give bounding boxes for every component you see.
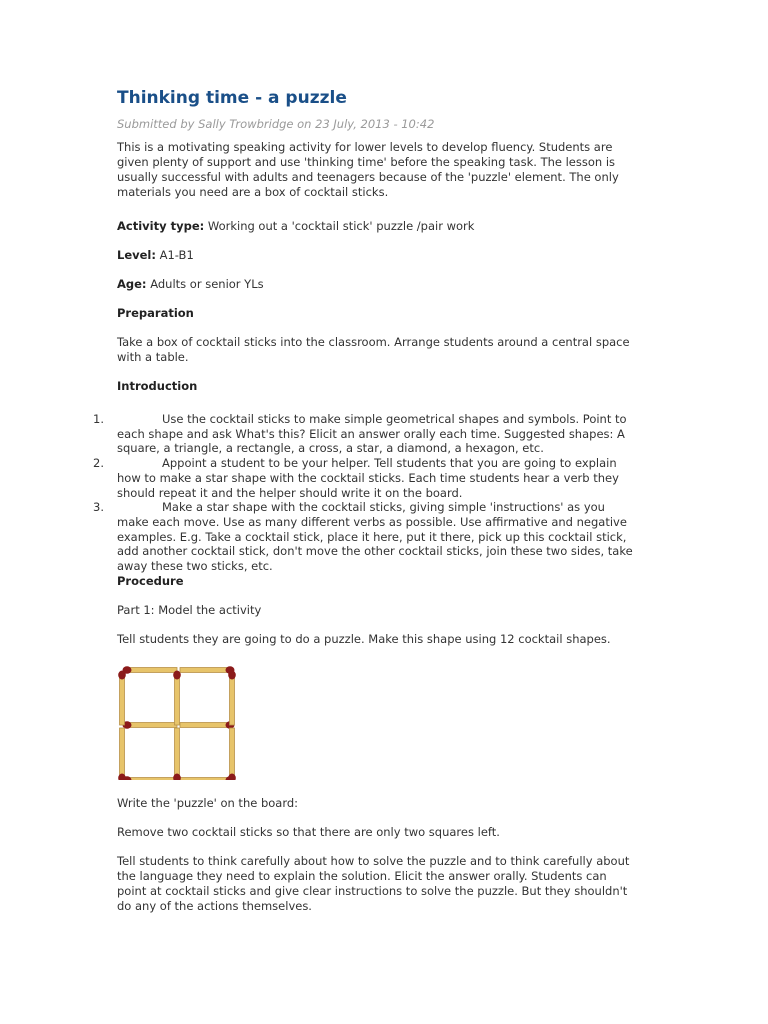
age-value: Adults or senior YLs bbox=[150, 277, 264, 291]
matchstick bbox=[180, 666, 235, 674]
intro-paragraph: This is a motivating speaking activity for lower levels to develop fluency. Students are given plenty of support and use 'thinking time' before the speaking task. The lesson is usually successful with adults and teenagers because of the 'puzzle' element. The only materials you need are a box of cocktail sticks. bbox=[117, 140, 619, 199]
matchstick bbox=[118, 728, 126, 780]
part1-title: Part 1: Model the activity bbox=[117, 603, 262, 617]
activity-type-label: Activity type: bbox=[117, 219, 205, 233]
list-item bbox=[0, 412, 637, 456]
think-paragraph: Tell students to think carefully about how to solve the puzzle and to think carefully about the language they need to explain the solution. Elicit the answer orally. Students can point at cocktail sticks and give clear instructions to solve the puzzle. But they shouldn't do any of the actions themselves. bbox=[117, 854, 630, 913]
puzzle-statement: Remove two cocktail sticks so that there are only two squares left. bbox=[117, 825, 500, 839]
preparation-text: Take a box of cocktail sticks into the classroom. Arrange students around a central space with a table. bbox=[117, 335, 630, 364]
matchstick bbox=[180, 721, 235, 729]
list-item bbox=[0, 456, 637, 500]
list-item-number: 1. bbox=[93, 412, 104, 426]
age-line bbox=[117, 277, 637, 292]
matchstick bbox=[123, 666, 178, 674]
matchstick bbox=[173, 728, 181, 780]
list-item-number: 2. bbox=[93, 456, 104, 471]
matchstick bbox=[228, 728, 236, 780]
submitted-by: Submitted by Sally Trowbridge on 23 July, 2013 - 10:42 bbox=[117, 117, 435, 131]
matchstick bbox=[123, 776, 178, 780]
list-item-number: 3. bbox=[93, 500, 104, 515]
list-item bbox=[0, 500, 637, 574]
page-title: Thinking time - a puzzle bbox=[117, 88, 347, 108]
activity-type-value: Working out a 'cocktail stick' puzzle /pair work bbox=[207, 219, 475, 233]
list-item-text: Appoint a student to be your helper. Tell students that you are going to explain how to make a star shape with the cocktail sticks. Each time students hear a verb they should repeat it and the helper should write it on the board. bbox=[117, 456, 619, 500]
matchstick bbox=[173, 671, 181, 726]
level-label: Level: bbox=[117, 248, 156, 262]
introduction-list bbox=[0, 412, 768, 574]
preparation-heading: Preparation bbox=[117, 306, 194, 320]
activity-type-line bbox=[117, 219, 637, 234]
level-line bbox=[117, 248, 637, 263]
matchstick bbox=[228, 671, 236, 726]
matchstick bbox=[123, 721, 178, 729]
part1-instruction: Tell students they are going to do a puzzle. Make this shape using 12 cocktail shapes. bbox=[117, 632, 611, 646]
introduction-heading: Introduction bbox=[117, 379, 198, 393]
matchstick bbox=[180, 776, 235, 780]
list-item-text: Make a star shape with the cocktail sticks, giving simple 'instructions' as you make each move. Use as many different verbs as possible. Use affirmative and negative examples. E.g. Take a cocktail stick, place it here, put it there, pick up this cocktail stick, add another cocktail stick, don't move the other cocktail sticks, join these two sides, take away these two sticks, etc. bbox=[117, 500, 633, 574]
matchstick-puzzle-figure bbox=[112, 662, 242, 780]
write-puzzle-text: Write the 'puzzle' on the board: bbox=[117, 796, 299, 810]
age-label: Age: bbox=[117, 277, 147, 291]
procedure-heading: Procedure bbox=[117, 574, 184, 588]
level-value: A1-B1 bbox=[159, 248, 194, 262]
matchstick bbox=[118, 671, 126, 726]
list-item-text: Use the cocktail sticks to make simple geometrical shapes and symbols. Point to each shape and ask What's this? Elicit an answer orally each time. Suggested shapes: A square, a triangle, a rectangle, a cross, a star, a diamond, a hexagon, etc. bbox=[117, 412, 627, 456]
